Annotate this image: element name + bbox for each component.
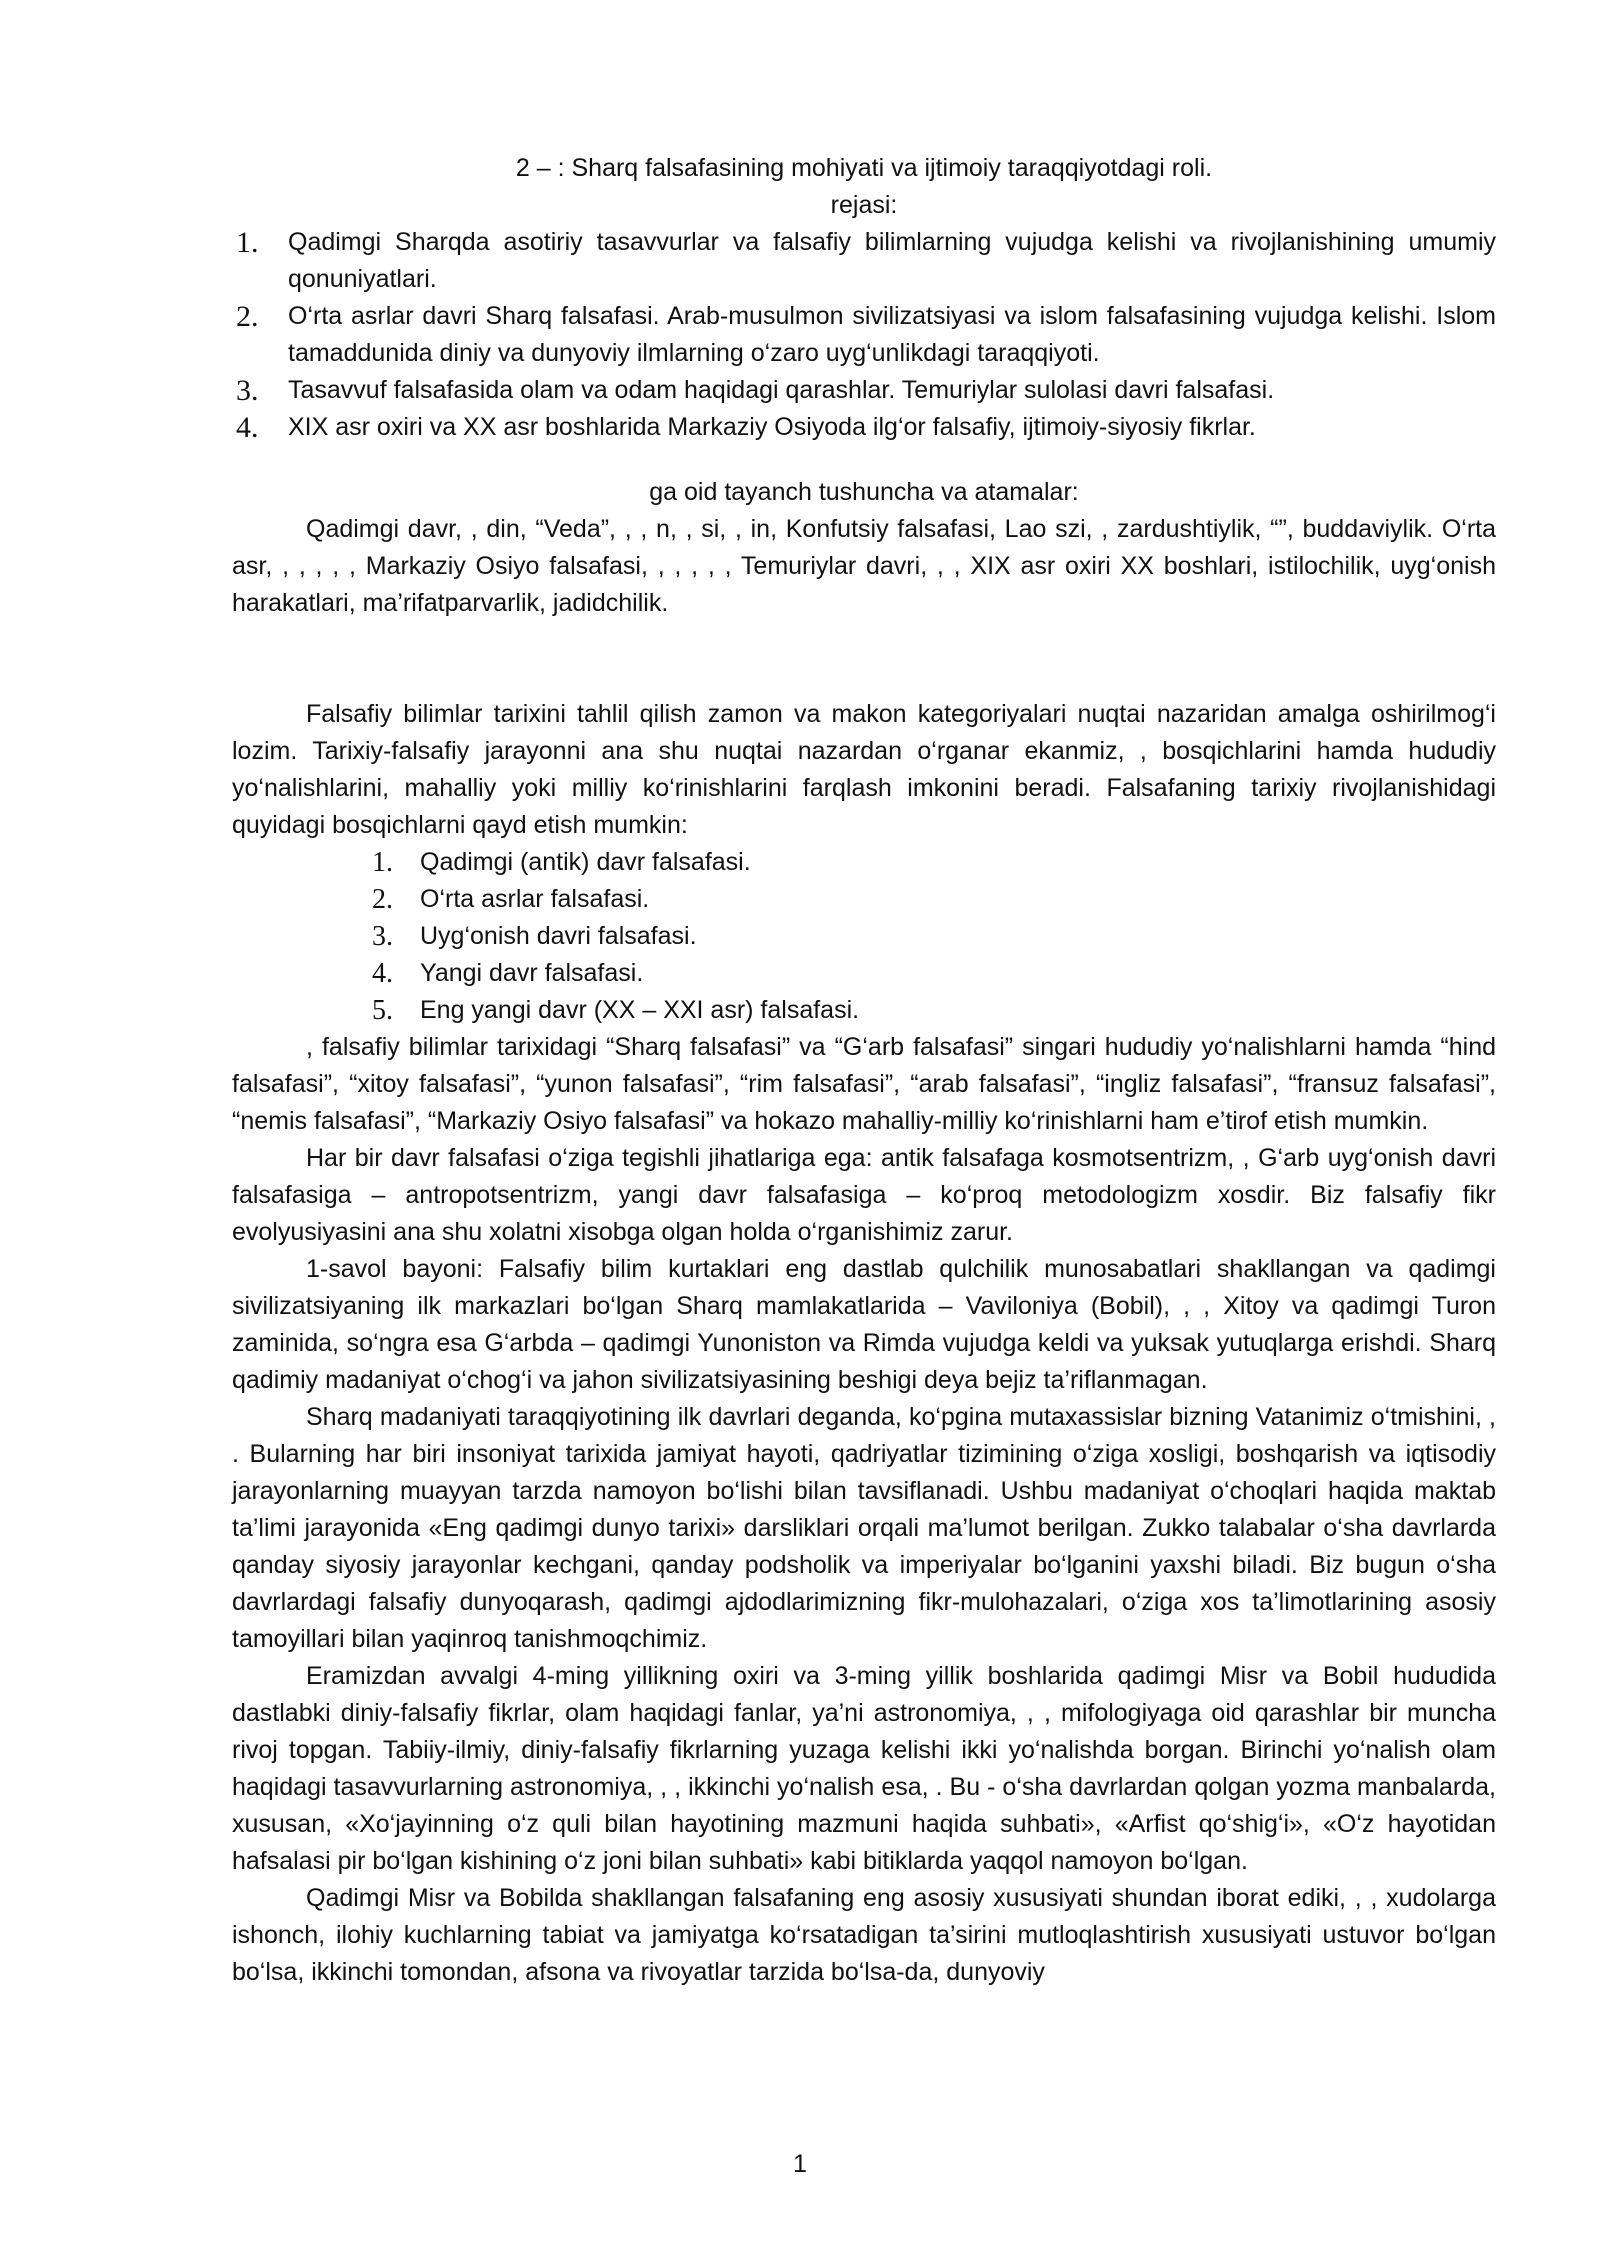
stage-item [372, 881, 1496, 918]
stage-item-text: Yangi davr falsafasi. [420, 959, 644, 987]
stage-item-text: Qadimgi (antik) davr falsafasi. [420, 848, 751, 876]
body-paragraph: Falsafiy bilimlar tarixini tahlil qilish zamon va makon kategoriyalari nuqtai nazaridan amalga oshirilmog‘i lozim. Tarixiy-falsafiy jarayonni ana shu nuqtai nazardan o‘rganar ekanmiz, , bosqichlarini hamda hududiy yo‘nalishlarini, mahalliy yoki milliy ko‘rinishlarini farqlash imkonini beradi. Falsafaning tarixiy rivojlanishidagi quyidagi bosqichlarni qayd etish mumkin: [232, 700, 1496, 839]
plan-item-text: Tasavvuf falsafasida olam va odam haqidagi qarashlar. Temuriylar sulolasi davri falsafasi. [288, 376, 1275, 404]
plan-item [232, 409, 1496, 446]
body-paragraph: 1-savol bayoni: Falsafiy bilim kurtaklari eng dastlab qulchilik munosabatlari shakllangan va qadimgi sivilizatsiyaning ilk markazlari bo‘lgan Sharq mamlakatlarida – Vaviloniya (Bobil), , , Xitoy va qadimgi Turon zaminida, so‘ngra esa G‘arbda – qadimgi Yunoniston va Rimda vujudga keldi va yuksak yutuqlarga erishdi. Sharq qadimiy madaniyat o‘chog‘i va jahon sivilizatsiyasining beshigi deya bejiz ta’riflanmagan. [232, 1255, 1496, 1394]
stage-item-text: Eng yangi davr (XX – XXI asr) falsafasi. [420, 996, 860, 1024]
body-paragraph: Qadimgi Misr va Bobilda shakllangan falsafaning eng asosiy xususiyati shundan iborat ediki, , , xudolarga ishonch, ilohiy kuchlarning tabiat va jamiyatga ko‘rsatadigan ta’sirini mutloqlashtirish xususiyati ustuvor bo‘lgan bo‘lsa, ikkinchi tomondan, afsona va rivoyatlar tarzida bo‘lsa-da, dunyoviy [232, 1884, 1496, 1986]
spacer [232, 622, 1496, 696]
lecture-title: 2 – : Sharq falsafasining mohiyati va ijtimoiy taraqqiyotdagi roli. [515, 154, 1213, 182]
stage-item [372, 918, 1496, 955]
plan-item-number: 3. [236, 374, 259, 407]
stage-item-text: Uyg‘onish davri falsafasi. [420, 922, 697, 950]
plan-item-number: 4. [236, 411, 259, 444]
terms-heading: ga oid tayanch tushuncha va atamalar: [649, 478, 1079, 506]
plan-item-text: Qadimgi Sharqda asotiriy tasavvurlar va falsafiy bilimlarning vujudga kelishi va rivojlanishining umumiy qonuniyatlari. [288, 228, 1496, 293]
stage-item-number: 4. [372, 958, 393, 989]
page-number: 1 [793, 2150, 807, 2178]
stage-item-text: O‘rta asrlar falsafasi. [420, 885, 650, 913]
body-paragraph: Har bir davr falsafasi o‘ziga tegishli jihatlariga ega: antik falsafaga kosmotsentrizm, , G‘arb uyg‘onish davri falsafasiga – antropotsentrizm, yangi davr falsafasiga – ko‘proq metodologizm xosdir. Biz falsafiy fikr evolyusiyasini ana shu xolatni xisobga olgan holda o‘rganishimiz zarur. [232, 1144, 1496, 1246]
spacer [232, 446, 1496, 474]
plan-item-number: 1. [236, 226, 259, 259]
stage-item [372, 955, 1496, 992]
plan-list [232, 224, 1496, 446]
plan-item-text: O‘rta asrlar davri Sharq falsafasi. Arab-musulmon sivilizatsiyasi va islom falsafasining vujudga kelishi. Islom tamaddunida diniy va dunyoviy ilmlarning o‘zaro uyg‘unlikdagi taraqqiyoti. [288, 302, 1496, 367]
plan-heading: rejasi: [830, 191, 898, 219]
body-paragraph: Eramizdan avvalgi 4-ming yillikning oxiri va 3-ming yillik boshlarida qadimgi Misr va Bobil hududida dastlabki diniy-falsafiy fikrlar, olam haqidagi fanlar, ya’ni astronomiya, , , mifologiyaga oid qarashlar bir muncha rivoj topgan. Tabiiy-ilmiy, diniy-falsafiy fikrlarning yuzaga kelishi ikki yo‘nalishda borgan. Birinchi yo‘nalish olam haqidagi tasavvurlarning astronomiya, , , ikkinchi yo‘nalish esa, . Bu - o‘sha davrlardan qolgan yozma manbalarda, xususan, «Xo‘jayinning o‘z quli bilan hayotining mazmuni haqida suhbati», «Arfist qo‘shig‘i», «O‘z hayotidan hafsalasi pir bo‘lgan kishining o‘z joni bilan suhbati» kabi bitiklarda yaqqol namoyon bo‘lgan. [232, 1662, 1496, 1875]
plan-item [232, 298, 1496, 372]
stage-item-number: 5. [372, 995, 393, 1026]
plan-item [232, 224, 1496, 298]
plan-item [232, 372, 1496, 409]
stage-item-number: 2. [372, 884, 393, 915]
terms-paragraph: Qadimgi davr, , din, “Veda”, , , n, , si, , in, Konfutsiy falsafasi, Lao szi, , zardushtiylik, “”, buddaviylik. O‘rta asr, , , , , , Markaziy Osiyo falsafasi, , , , , , Temuriylar davri, , , XIX asr oxiri XX boshlari, istilochilik, uyg‘onish harakatlari, ma’rifatparvarlik, jadidchilik. [232, 515, 1496, 617]
body-paragraph: Sharq madaniyati taraqqiyotining ilk davrlari deganda, ko‘pgina mutaxassislar bizning Vatanimiz o‘tmishini, , . Bularning har biri insoniyat tarixida jamiyat hayoti, qadriyatlar tizimining o‘ziga xosligi, boshqarish va iqtisodiy jarayonlarning muayyan tarzda namoyon bo‘lishi bilan tavsiflanadi. Ushbu madaniyat o‘choqlari haqida maktab ta’limi jarayonida «Eng qadimgi dunyo tarixi» darsliklari orqali ma’lumot berilgan. Zukko talabalar o‘sha davrlarda qanday siyosiy jarayonlar kechgani, qanday podsholik va imperiyalar bo‘lganini yaxshi biladi. Biz bugun o‘sha davrlardagi falsafiy dunyoqarash, qadimgi ajdodlarimizning fikr-mulohazalari, o‘ziga xos ta’limotlarining asosiy tamoyillari bilan yaqinroq tanishmoqchimiz. [232, 1403, 1496, 1653]
plan-item-text: XIX asr oxiri va XX asr boshlarida Markaziy Osiyoda ilg‘or falsafiy, ijtimoiy-siyosiy fikrlar. [288, 413, 1256, 441]
body-paragraph: , falsafiy bilimlar tarixidagi “Sharq falsafasi” va “G‘arb falsafasi” singari hududiy yo‘nalishlarni hamda “hind falsafasi”, “xitoy falsafasi”, “yunon falsafasi”, “rim falsafasi”, “arab falsafasi”, “ingliz falsafasi”, “fransuz falsafasi”, “nemis falsafasi”, “Markaziy Osiyo falsafasi” va hokazo mahalliy-milliy ko‘rinishlarni ham e’tirof etish mumkin. [232, 1033, 1496, 1135]
page-content [232, 150, 1496, 1991]
stage-item-number: 3. [372, 921, 393, 952]
stage-item [372, 992, 1496, 1029]
stage-item [372, 844, 1496, 881]
stage-item-number: 1. [372, 847, 393, 878]
stages-list [232, 844, 1496, 1029]
plan-item-number: 2. [236, 300, 259, 333]
